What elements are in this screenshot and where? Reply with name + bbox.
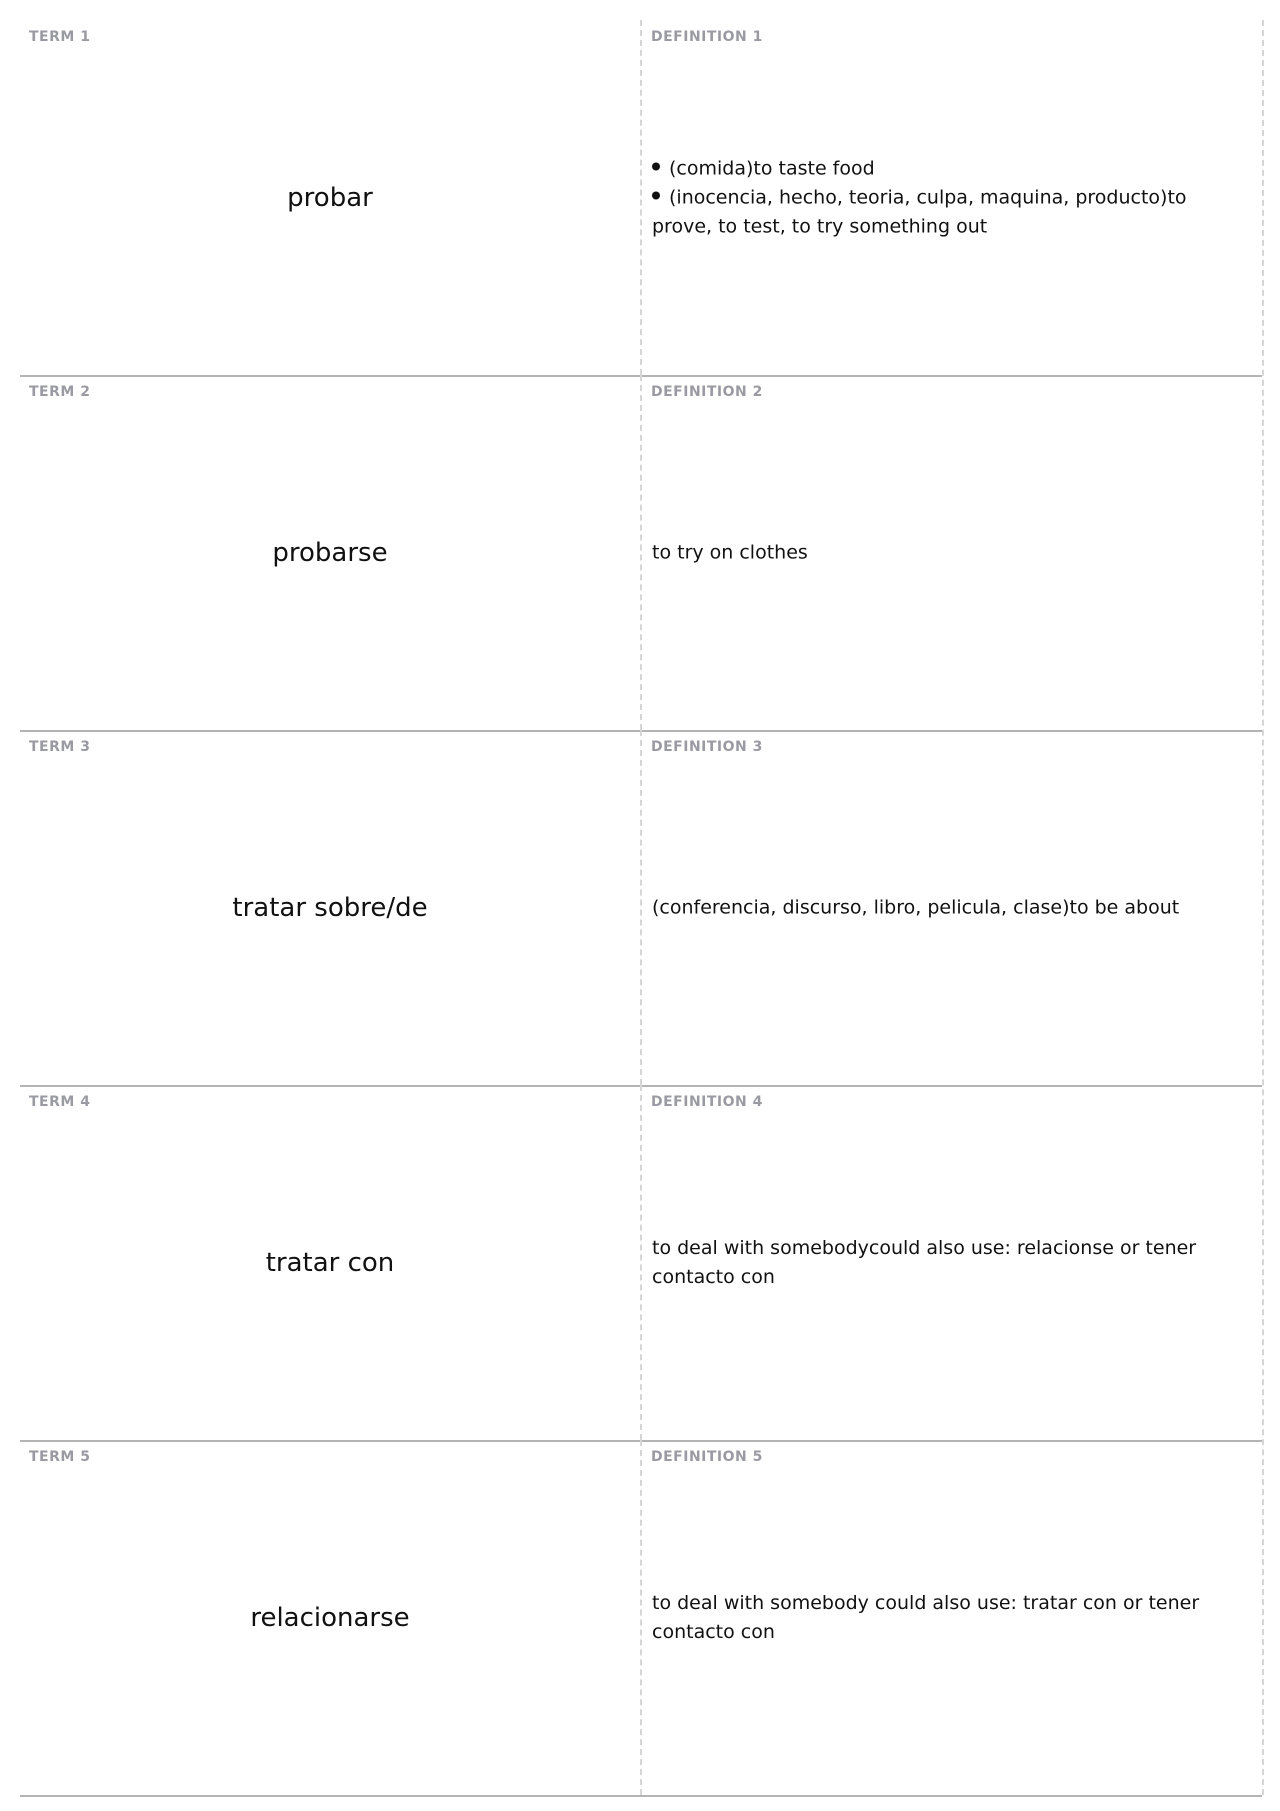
definition-item-text: (comida)to taste food: [669, 157, 875, 179]
flashcard-sheet: [20, 20, 1264, 1795]
definition-label: DEFINITION 3: [651, 739, 763, 755]
definition-list-item: [652, 183, 1242, 241]
definition-list: [652, 154, 1242, 241]
card-row: [20, 20, 1262, 377]
term-label: TERM 3: [29, 739, 91, 755]
term-cell: [20, 20, 642, 375]
definition-text: [652, 154, 1242, 241]
card-row: [20, 1440, 1262, 1797]
term-text: relacionarse: [250, 1602, 410, 1633]
definition-text: to deal with somebody could also use: tratar con or tener contacto con: [652, 1591, 1200, 1643]
term-cell: [20, 375, 642, 730]
card-row: [20, 375, 1262, 732]
definition-label: DEFINITION 4: [651, 1094, 763, 1110]
term-text: tratar con: [265, 1247, 395, 1278]
card-row: [20, 730, 1262, 1087]
definition-label: DEFINITION 2: [651, 384, 763, 400]
term-text: probarse: [272, 537, 388, 568]
definition-text: to try on clothes: [652, 541, 808, 563]
bullet-icon: [652, 163, 660, 171]
term-label: TERM 4: [29, 1094, 91, 1110]
definition-label: DEFINITION 1: [651, 29, 763, 45]
definition-cell: [642, 1085, 1262, 1440]
card-row: [20, 1085, 1262, 1442]
term-text: tratar sobre/de: [232, 892, 428, 923]
definition-text: (conferencia, discurso, libro, pelicula, clase)to be about: [652, 896, 1180, 918]
definition-cell: [642, 20, 1262, 375]
term-cell: [20, 1440, 642, 1795]
definition-cell: [642, 730, 1262, 1085]
definition-item-text: (inocencia, hecho, teoria, culpa, maquina, producto)to prove, to test, to try something out: [652, 186, 1187, 237]
definition-list-item: [652, 154, 1242, 183]
term-cell: [20, 730, 642, 1085]
bullet-icon: [652, 192, 660, 200]
term-text: probar: [287, 182, 373, 213]
term-cell: [20, 1085, 642, 1440]
term-label: TERM 2: [29, 384, 91, 400]
definition-cell: [642, 1440, 1262, 1795]
definition-text: to deal with somebodycould also use: relacionse or tener contacto con: [652, 1236, 1197, 1288]
definition-cell: [642, 375, 1262, 730]
definition-label: DEFINITION 5: [651, 1449, 763, 1465]
term-label: TERM 5: [29, 1449, 91, 1465]
term-label: TERM 1: [29, 29, 91, 45]
